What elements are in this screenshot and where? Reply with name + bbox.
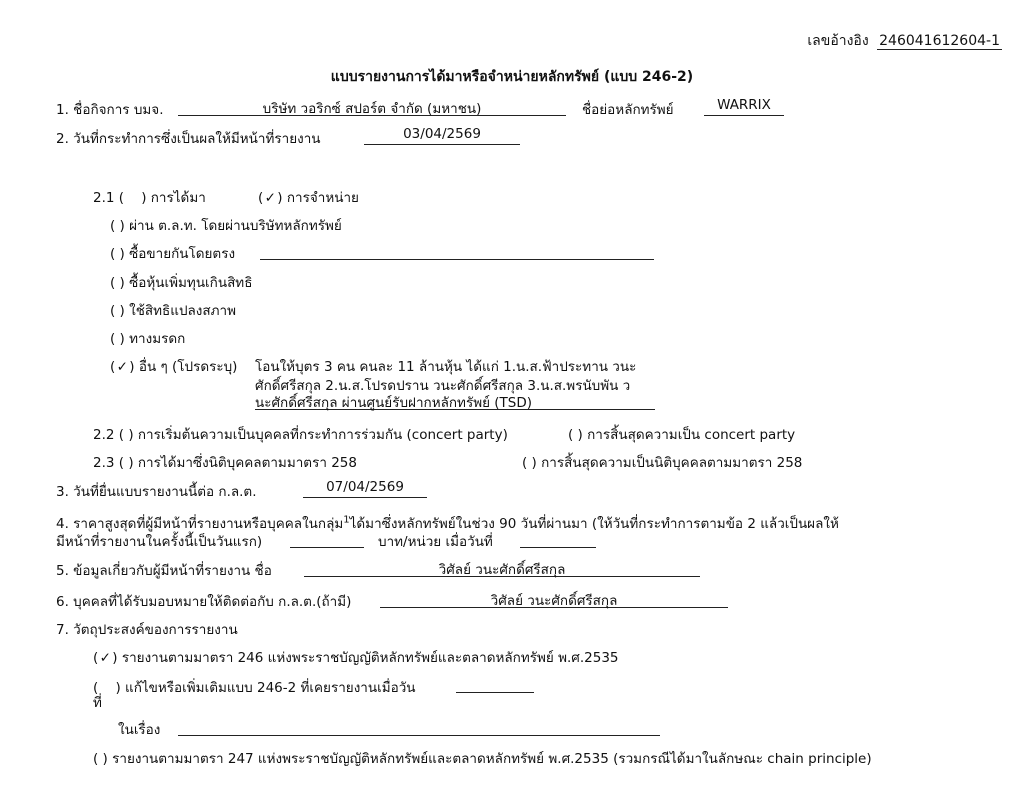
item21-acquire-option[interactable] bbox=[93, 186, 206, 208]
o2-wrap-text: ที่ bbox=[93, 695, 102, 711]
concert-start-option[interactable]: 2.2 ( ) การเริ่มต้นความเป็นบุคคลที่กระทำการร่วมกัน (concert party) bbox=[93, 427, 508, 443]
reporter-name-field[interactable]: วิศัลย์ วนะศักดิ์ศรีสกุล bbox=[304, 558, 700, 577]
dispose-open-paren: ( bbox=[258, 190, 264, 206]
item5-label: 5. ข้อมูลเกี่ยวกับผู้มีหน้าที่รายงาน ชื่อ bbox=[56, 563, 272, 579]
other-detail-line1: โอนให้บุตร 3 คน คนละ 11 ล้านหุ้น ได้แก่ 1.น.ส.ฟ้าประทาน วนะ bbox=[255, 359, 637, 375]
purpose-amend-option[interactable] bbox=[93, 676, 416, 698]
method-direct-option[interactable]: ( ) ซื้อขายกันโดยตรง bbox=[110, 246, 236, 262]
acquire-label: ) การได้มา bbox=[141, 190, 206, 206]
transaction-date-field[interactable]: 03/04/2569 bbox=[364, 126, 520, 145]
item4-text-a: 4. ราคาสูงสุดที่ผู้มีหน้าที่รายงานหรือบุคคลในกลุ่ม bbox=[56, 516, 344, 532]
amend-date-field[interactable] bbox=[456, 674, 534, 693]
other-detail-line3[interactable]: นะศักดิ์ศรีสกุล ผ่านศูนย์รับฝากหลักทรัพย์ (TSD) bbox=[255, 391, 655, 410]
company-name-field[interactable]: บริษัท วอริกซ์ สปอร์ต จำกัด (มหาชน) bbox=[178, 97, 566, 116]
reference-label: เลขอ้างอิง bbox=[807, 33, 869, 49]
price-unit-label: บาท/หน่วย เมื่อวันที่ bbox=[378, 534, 493, 550]
filing-date-field[interactable]: 07/04/2569 bbox=[303, 479, 427, 498]
purpose-sec246-option[interactable] bbox=[93, 646, 619, 668]
sec258-end-option[interactable]: ( ) การสิ้นสุดความเป็นนิติบุคคลตามมาตรา 258 bbox=[522, 455, 803, 471]
method-convert-option[interactable]: ( ) ใช้สิทธิแปลงสภาพ bbox=[110, 303, 237, 319]
check-icon: ✓ bbox=[264, 190, 276, 206]
method-inherit-option[interactable]: ( ) ทางมรดก bbox=[110, 331, 186, 347]
item21-dispose-option[interactable] bbox=[258, 186, 359, 208]
dispose-label: ) การจำหน่าย bbox=[277, 190, 359, 206]
item4-line2: มีหน้าที่รายงานในครั้งนี้เป็นวันแรก) bbox=[56, 534, 263, 550]
sec258-acquire-option[interactable]: 2.3 ( ) การได้มาซึ่งนิติบุคคลตามมาตรา 258 bbox=[93, 455, 357, 471]
method-set-option[interactable]: ( ) ผ่าน ต.ล.ท. โดยผ่านบริษัทหลักทรัพย์ bbox=[110, 218, 342, 234]
form-title: แบบรายงานการได้มาหรือจำหน่ายหลักทรัพย์ (แบบ 246-2) bbox=[330, 69, 694, 85]
item6-label: 6. บุคคลที่ได้รับมอบหมายให้ติดต่อกับ ก.ล.ต.(ถ้ามี) bbox=[56, 594, 352, 610]
item2-label: 2. วันที่กระทำการซึ่งเป็นผลให้มีหน้าที่รายงาน bbox=[56, 131, 321, 147]
other-label: ) อื่น ๆ (โปรดระบุ) bbox=[129, 359, 238, 375]
reference-value: 246041612604-1 bbox=[879, 33, 1000, 49]
method-rights-option[interactable]: ( ) ซื้อหุ้นเพิ่มทุนเกินสิทธิ bbox=[110, 275, 253, 291]
method-other-option[interactable] bbox=[110, 355, 237, 377]
o1-text: ) รายงานตามมาตรา 246 แห่งพระราชบัญญัติหลักทรัพย์และตลาดหลักทรัพย์ พ.ศ.2535 bbox=[112, 650, 619, 666]
item3-label: 3. วันที่ยื่นแบบรายงานนี้ต่อ ก.ล.ต. bbox=[56, 484, 257, 500]
method-direct-field[interactable] bbox=[260, 241, 654, 260]
symbol-label: ชื่อย่อหลักทรัพย์ bbox=[582, 102, 674, 118]
footnote-marker: 1 bbox=[343, 514, 350, 526]
price-date-field[interactable] bbox=[520, 529, 596, 548]
other-detail-line2: ศักดิ์ศรีสกุล 2.น.ส.โปรดปราน วนะศักดิ์ศรีสกุล 3.น.ส.พรนับพัน ว bbox=[255, 378, 631, 394]
max-price-field[interactable] bbox=[290, 529, 364, 548]
concert-end-option[interactable]: ( ) การสิ้นสุดความเป็น concert party bbox=[568, 427, 796, 443]
o2-text: ) แก้ไขหรือเพิ่มเติมแบบ 246-2 ที่เคยรายงานเมื่อวัน bbox=[115, 680, 416, 696]
amend-subject-field[interactable] bbox=[178, 717, 660, 736]
item7-label: 7. วัตถุประสงค์ของการรายงาน bbox=[56, 622, 238, 638]
item1-label: 1. ชื่อกิจการ บมจ. bbox=[56, 102, 164, 118]
o1-open-paren: ( bbox=[93, 650, 99, 666]
amend-subject-label: ในเรื่อง bbox=[118, 722, 161, 738]
item21-prefix: 2.1 ( bbox=[93, 190, 125, 206]
contact-name-field[interactable]: วิศัลย์ วนะศักดิ์ศรีสกุล bbox=[380, 589, 728, 608]
check-icon: ✓ bbox=[99, 650, 111, 666]
check-icon: ✓ bbox=[116, 359, 128, 375]
symbol-field[interactable]: WARRIX bbox=[704, 97, 784, 116]
other-open-paren: ( bbox=[110, 359, 116, 375]
reference-number bbox=[807, 30, 1002, 52]
purpose-sec247-option[interactable]: ( ) รายงานตามมาตรา 247 แห่งพระราชบัญญัติหลักทรัพย์และตลาดหลักทรัพย์ พ.ศ.2535 (รวมกรณีได้มาในลักษณะ chain principle) bbox=[93, 751, 872, 767]
item4-text-b: ได้มาซึ่งหลักทรัพย์ในช่วง 90 วันที่ผ่านมา (ให้วันที่กระทำการตามข้อ 2 แล้วเป็นผลให้ bbox=[349, 516, 839, 532]
o2-open-paren: ( bbox=[93, 680, 99, 696]
